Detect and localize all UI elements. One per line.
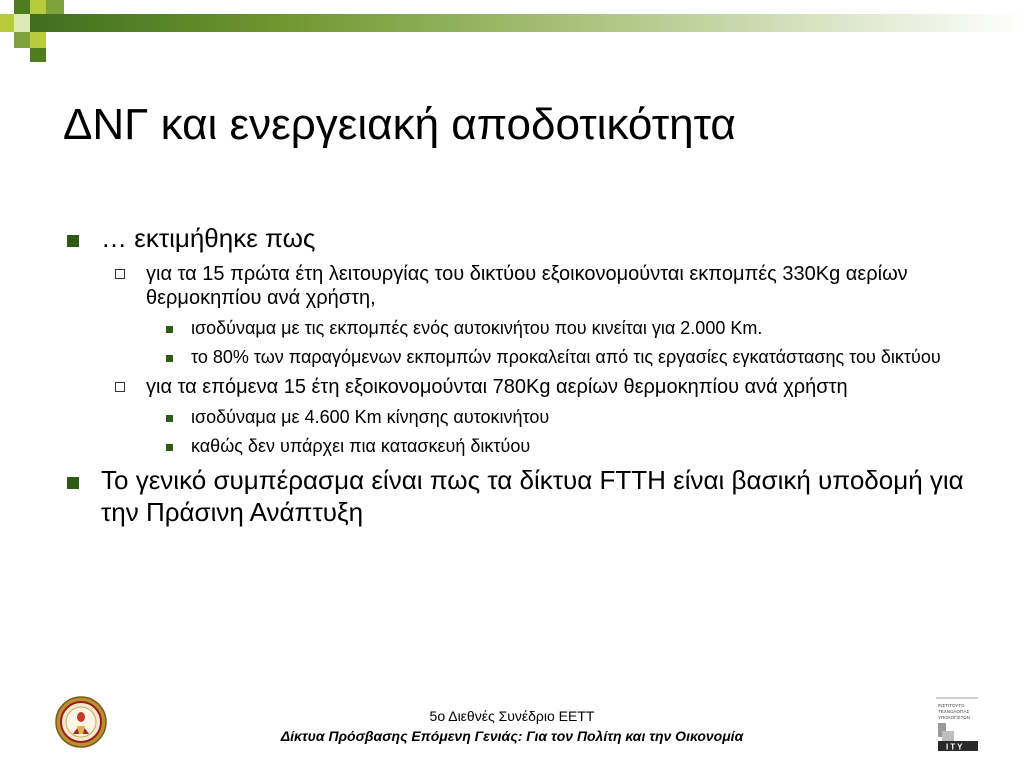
hollow-square-bullet-icon [115, 269, 125, 279]
square-bullet-icon [67, 477, 79, 489]
footer-subtitle: Δίκτυα Πρόσβασης Επόμενη Γενιάς: Για τον Πολίτη και την Οικονομία [280, 728, 744, 744]
header-square-decoration [0, 14, 14, 32]
bullet-text: Το γενικό συμπέρασμα είναι πως τα δίκτυα FTTH είναι βασική υποδομή για την Πράσινη Ανάπτυξη [101, 465, 964, 527]
bullet-text: καθώς δεν υπάρχει πια κατασκευή δικτύου [191, 436, 531, 456]
square-bullet-icon [67, 235, 79, 247]
bullet-item-level3 [63, 406, 968, 428]
bullet-text: για τα 15 πρώτα έτη λειτουργίας του δικτύου εξοικονομούνται εκπομπές 330Kg αερίων θερμοκηπίου ανά χρήστη, [146, 263, 908, 309]
bullet-text: για τα επόμενα 15 έτη εξοικονομούνται 780Kg αερίων θερμοκηπίου ανά χρήστη [146, 376, 848, 398]
bullet-item-level3 [63, 317, 968, 339]
bullet-item-level1 [63, 222, 968, 254]
bullet-item-level3 [63, 346, 968, 368]
header-square-decoration [30, 32, 46, 48]
small-square-bullet-icon [166, 415, 173, 422]
bullet-item-level2 [63, 375, 968, 399]
svg-text:ΙΤΥ: ΙΤΥ [946, 742, 965, 752]
small-square-bullet-icon [166, 444, 173, 451]
footer-conference-name: 5ο Διεθνές Συνέδριο ΕΕΤΤ [429, 708, 595, 724]
header-square-decoration [30, 0, 46, 14]
bullet-text: ισοδύναμα με 4.600 Km κίνησης αυτοκινήτου [191, 407, 550, 427]
svg-text:ΤΕΧΝΟΛΟΓΙΑΣ: ΤΕΧΝΟΛΟΓΙΑΣ [938, 709, 970, 714]
footer [200, 706, 824, 746]
bullet-text: ισοδύναμα με τις εκπομπές ενός αυτοκινήτου που κινείται για 2.000 Km. [191, 318, 763, 338]
small-square-bullet-icon [166, 326, 173, 333]
small-square-bullet-icon [166, 355, 173, 362]
bullet-item-level2 [63, 262, 968, 310]
header-square-decoration [14, 32, 30, 48]
slide-title: ΔΝΓ και ενεργειακή αποδοτικότητα [63, 100, 736, 149]
bullet-text: … εκτιμήθηκε πως [101, 223, 316, 253]
header-square-decoration [46, 0, 64, 14]
svg-text:ΥΠΟΛΟΓΙΣΤΩΝ: ΥΠΟΛΟΓΙΣΤΩΝ [938, 715, 970, 720]
hollow-square-bullet-icon [115, 382, 125, 392]
header-square-decoration [14, 14, 30, 32]
header-square-decoration [30, 48, 46, 62]
bullet-item-level1 [63, 464, 968, 528]
bullet-text: το 80% των παραγόμενων εκπομπών προκαλείται από τις εργασίες εγκατάστασης του δικτύου [191, 347, 941, 367]
bullet-list [63, 222, 968, 528]
university-seal-icon [55, 696, 107, 748]
header-gradient-band [30, 14, 1024, 32]
svg-text:ΙΝΣΤΙΤΟΥΤΟ: ΙΝΣΤΙΤΟΥΤΟ [938, 703, 965, 708]
ity-logo-icon [930, 695, 980, 757]
bullet-item-level3 [63, 435, 968, 457]
